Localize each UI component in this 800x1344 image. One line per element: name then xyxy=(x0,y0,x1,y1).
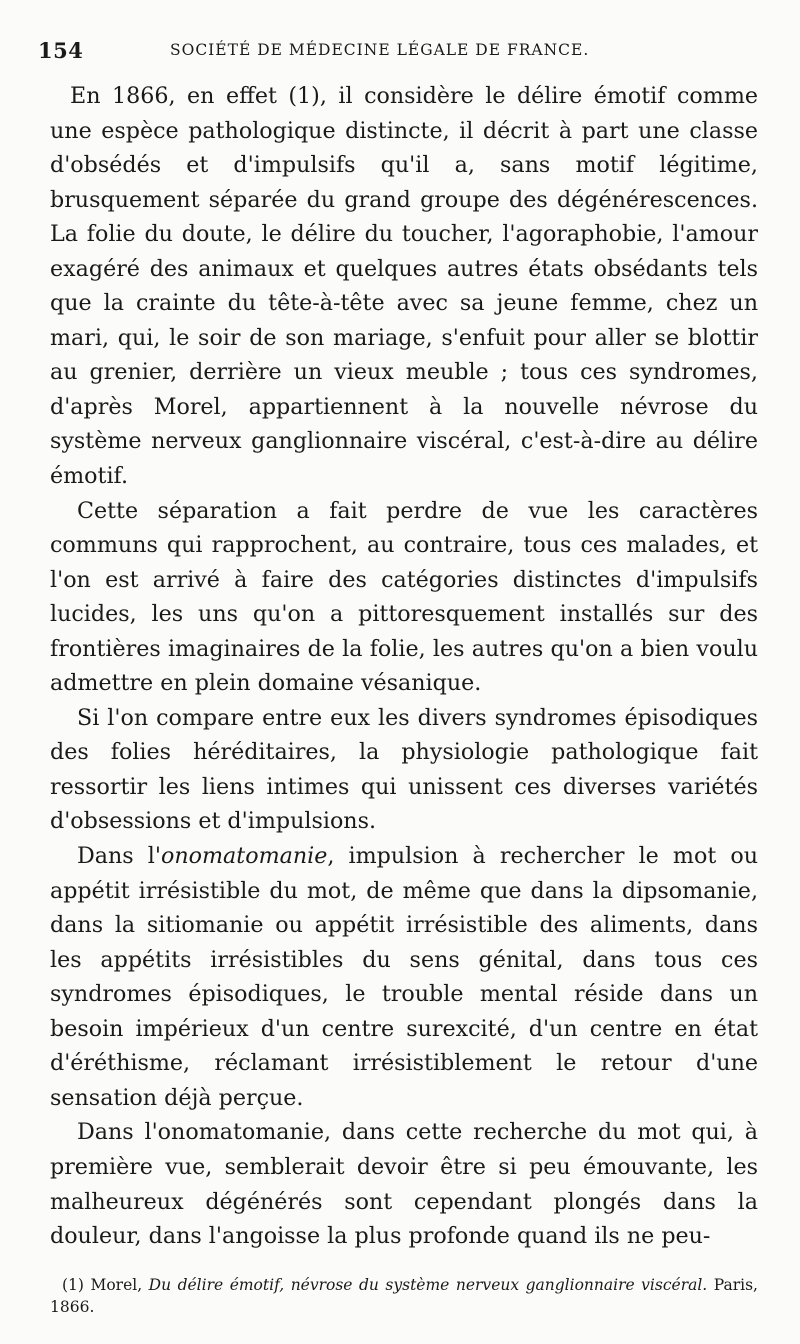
paragraph: Si l'on compare entre eux les divers syndromes épisodiques des folies héréditaires, la physiologie pathologique fait ressortir les liens intimes qui unissent ces diverses variétés d'obsessions et d'impulsions. xyxy=(50,704,758,835)
paragraph: Dans l'onomatomanie, dans cette recherche du mot qui, à première vue, semblerait devoir être si peu émouvante, les malheureux dégénérés sont cependant plongés dans la douleur, dans l'angoisse la plus profonde quand ils ne peu- xyxy=(50,1119,758,1250)
footnote-marker: (1) Morel, xyxy=(62,1276,149,1294)
italic-term: onomatomanie xyxy=(161,843,328,870)
body-text xyxy=(50,79,758,1254)
footnote xyxy=(50,1274,758,1318)
paragraph: Cette séparation a fait perdre de vue les caractères communs qui rapprochent, au contraire, tous ces malades, et l'on est arrivé à faire des catégories distinctes d'impulsifs lucides, les uns qu'on a pittoresquement installés sur des frontières imaginaires de la folie, les autres qu'on a bien voulu admettre en plein domaine vésanique. xyxy=(50,497,758,697)
footnote-title: Du délire émotif, névrose du système nerveux ganglionnaire viscéral. xyxy=(148,1276,708,1294)
running-head: SOCIÉTÉ DE MÉDECINE LÉGALE DE FRANCE. xyxy=(170,41,590,59)
page-header xyxy=(38,38,758,66)
page-number: 154 xyxy=(38,38,84,63)
paragraph: En 1866, en effet (1), il considère le délire émotif comme une espèce pathologique distincte, il décrit à part une classe d'obsédés et d'impulsifs qu'il a, sans motif légitime, brusquement séparée du grand groupe des dégénérescences. La folie du doute, le délire du toucher, l'agoraphobie, l'amour exagéré des animaux et quelques autres états obsédants tels que la crainte du tête-à-tête avec sa jeune femme, chez un mari, qui, le soir de son mariage, s'enfuit pour aller se blottir au grenier, derrière un vieux meuble ; tous ces syndromes, d'après Morel, appartiennent à la nouvelle névrose du système nerveux ganglionnaire viscéral, c'est-à-dire au délire émotif. xyxy=(50,83,758,490)
paragraph: Dans l'onomatomanie, impulsion à rechercher le mot ou appétit irrésistible du mot, de même que dans la dipsomanie, dans la sitiomanie ou appétit irrésistible des aliments, dans les appétits irrésistibles du sens génital, dans tous ces syndromes épisodiques, le trouble mental réside dans un besoin impérieux d'un centre surexcité, d'un centre en état d'éréthisme, réclamant irrésistiblement le retour d'une sensation déjà perçue. xyxy=(50,843,759,1111)
footnote-citation: Paris, 1866. xyxy=(50,1276,758,1316)
